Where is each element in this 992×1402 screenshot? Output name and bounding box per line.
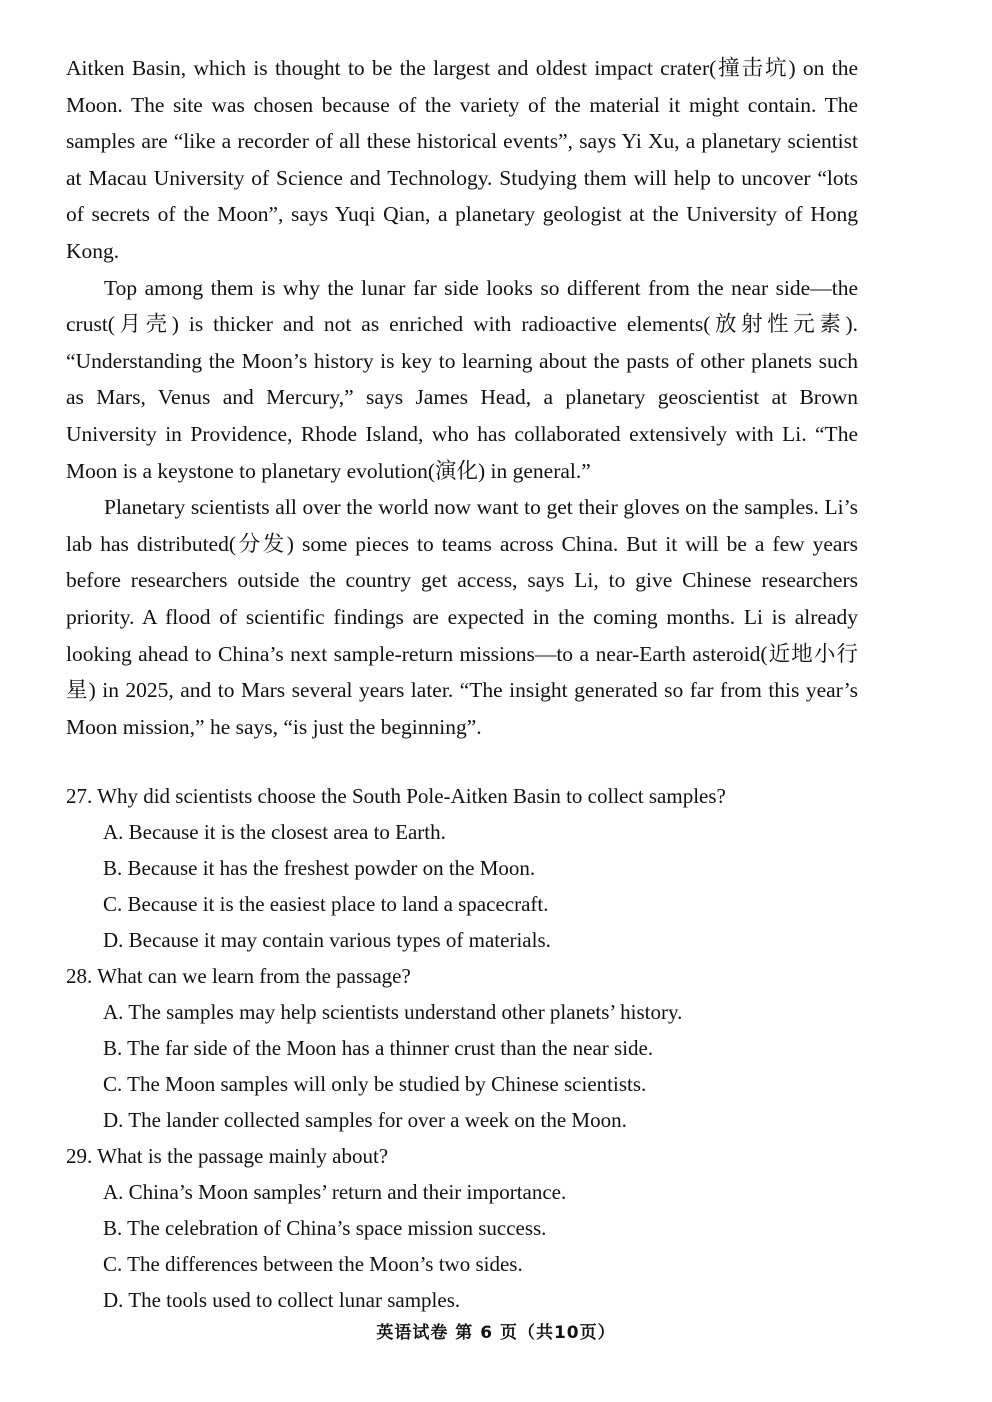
question-stem: 29. What is the passage mainly about? [66,1144,389,1168]
option-d: D. The lander collected samples for over a week on the Moon. [103,1108,627,1132]
option-a: A. Because it is the closest area to Earth. [103,820,446,844]
question-stem: 27. Why did scientists choose the South Pole-Aitken Basin to collect samples? [66,784,726,808]
option-c: C. Because it is the easiest place to land a spacecraft. [103,892,549,916]
option-b: B. Because it has the freshest powder on the Moon. [103,856,536,880]
option-c: C. The Moon samples will only be studied by Chinese scientists. [103,1072,647,1096]
question-29 [66,1138,866,1318]
passage-paragraph-2: Top among them is why the lunar far side looks so different from the near side—the crust(月壳) is thicker and not as enriched with radioactive elements(放射性元素). “Understanding the Moon’s history is key to learning about the pasts of other planets such as Mars, Venus and Mercury,” says James Head, a planetary geoscientist at Brown University in Providence, Rhode Island, who has collaborated extensively with Li. “The Moon is a keystone to planetary evolution(演化) in general.” [66,275,858,483]
passage-paragraph-1: Aitken Basin, which is thought to be the largest and oldest impact crater(撞击坑) on the Moon. The site was chosen because of the variety of the material it might contain. The samples are “like a recorder of all these historical events”, says Yi Xu, a planetary scientist at Macau University of Science and Technology. Studying them will help to uncover “lots of secrets of the Moon”, says Yuqi Qian, a planetary geologist at the University of Hong Kong. [66,56,858,263]
option-d: D. The tools used to collect lunar samples. [103,1288,461,1312]
question-27 [66,778,866,958]
page-footer: 英语试卷 第 6 页（共10页） [376,1323,616,1343]
reading-passage [66,50,858,745]
option-a: A. The samples may help scientists understand other planets’ history. [103,1000,683,1024]
option-b: B. The celebration of China’s space mission success. [103,1216,547,1240]
option-a: A. China’s Moon samples’ return and their importance. [103,1180,567,1204]
option-c: C. The differences between the Moon’s two sides. [103,1252,523,1276]
question-28 [66,958,866,1138]
question-list [66,778,866,1318]
passage-paragraph-3: Planetary scientists all over the world now want to get their gloves on the samples. Li’s lab has distributed(分发) some pieces to teams across China. But it will be a few years before researchers outside the country get access, says Li, to give Chinese researchers priority. A flood of scientific findings are expected in the coming months. Li is already looking ahead to China’s next sample-return missions—to a near-Earth asteroid(近地小行星) in 2025, and to Mars several years later. “The insight generated so far from this year’s Moon mission,” he says, “is just the beginning”. [66,495,858,739]
question-stem: 28. What can we learn from the passage? [66,964,411,988]
option-b: B. The far side of the Moon has a thinner crust than the near side. [103,1036,654,1060]
option-d: D. Because it may contain various types of materials. [103,928,551,952]
